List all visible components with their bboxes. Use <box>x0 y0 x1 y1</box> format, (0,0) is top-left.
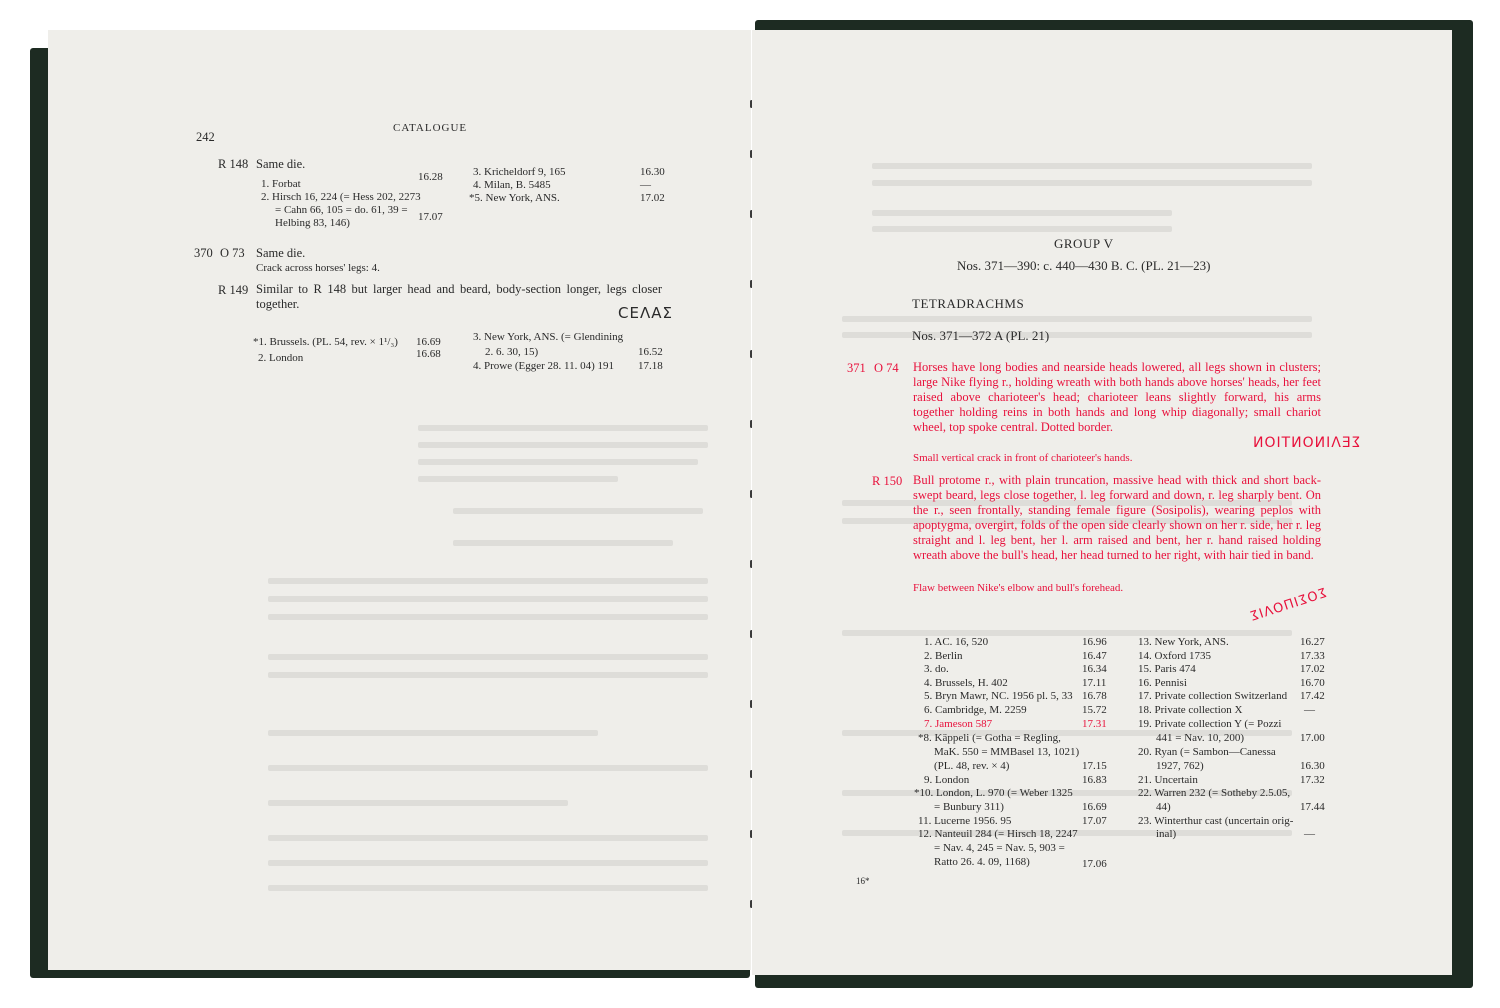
signature-mark: 16* <box>856 876 870 886</box>
list-item: = Bunbury 311) <box>934 801 1004 813</box>
list-value: 16.27 <box>1300 636 1325 648</box>
list-item: 2. Hirsch 16, 224 (= Hess 202, 2273 <box>261 191 421 203</box>
list-item: 2. London <box>258 352 304 364</box>
entry-text-r149: Similar to R 148 but larger head and beard, body-section longer, legs closer together. <box>256 282 662 311</box>
entry-note-r150: Flaw between Nike's elbow and bull's forehead. <box>913 582 1124 594</box>
list-item: inal) <box>1156 828 1177 840</box>
list-item: 441 = Nav. 10, 200) <box>1156 732 1244 744</box>
list-item: Helbing 83, 146) <box>275 217 350 229</box>
list-value: — <box>1304 828 1315 840</box>
list-value: 17.06 <box>1082 858 1107 870</box>
list-value: 16.78 <box>1082 690 1107 702</box>
list-item: 19. Private collection Y (= Pozzi <box>1138 718 1282 730</box>
list-value: 17.02 <box>1300 663 1325 675</box>
entry-label-o73: O 73 <box>220 246 245 260</box>
list-item: 17. Private collection Switzerland <box>1138 690 1288 702</box>
list-item: 1927, 762) <box>1156 760 1204 772</box>
list-value: 15.72 <box>1082 704 1107 716</box>
list-item: 44) <box>1156 801 1171 813</box>
entry-label-r148: R 148 <box>218 157 249 171</box>
entry-text-371: Horses have long bodies and nearside heads lowered, all legs shown in clusters; large Nike flying r., holding wreath with both hands above horses' heads, her feet raised above charioteer's head; charioteer leans slightly forward, his arms together holding reins in both hands and long whip diagonally; small chariot wheel, top spoke central. Dotted border. <box>913 360 1321 434</box>
entry-text-r148: Same die. <box>256 157 306 171</box>
entry-text-r150: Bull protome r., with plain truncation, massive head with thick and short back-swept beard, legs close together, l. leg forward and down, r. leg sharply bent. On the r., seen frontally, standing female figure (Sosipolis), wearing peplos with apoptygma, overgirt, folds of the open side clearly shown on her r. side, her r. leg straight and l. leg bent, her l. arm raised and bent, her r. hand raised holding wreath above the bull's head, her head turned to her right, with hair tied in band. <box>913 473 1321 562</box>
list-value: 17.18 <box>638 360 663 372</box>
list-value: 16.47 <box>1082 650 1107 662</box>
list-value: 16.69 <box>1082 801 1107 813</box>
entry-number-370: 370 <box>194 246 213 260</box>
list-value: 16.83 <box>1082 774 1107 786</box>
list-item: 9. London <box>924 774 970 786</box>
list-item: 5. Bryn Mawr, NC. 1956 pl. 5, 33 <box>924 690 1073 702</box>
list-item: 4. Prowe (Egger 28. 11. 04) 191 <box>473 360 615 372</box>
entry-number-371: 371 <box>847 361 866 375</box>
entry-label-o74: O 74 <box>874 361 899 375</box>
list-item: 6. Cambridge, M. 2259 <box>924 704 1027 716</box>
list-item: *8. Käppeli (= Gotha = Regling, <box>918 732 1061 744</box>
list-value: 16.96 <box>1082 636 1107 648</box>
inscription-r150: ΣΟΣΙΠΟΛΙΣ <box>1247 585 1329 626</box>
list-item: 23. Winterthur cast (uncertain orig- <box>1138 815 1294 827</box>
list-value: — <box>1304 704 1315 716</box>
group-subtitle: Nos. 371—390: c. 440—430 B. C. (PL. 21—23) <box>957 258 1211 273</box>
list-value-highlighted: 17.31 <box>1082 718 1107 730</box>
list-value: 17.44 <box>1300 801 1325 813</box>
list-item: (PL. 48, rev. × 4) <box>934 760 1010 772</box>
list-item: = Cahn 66, 105 = do. 61, 39 = <box>275 204 408 216</box>
running-head: CATALOGUE <box>393 122 468 134</box>
list-value: 17.32 <box>1300 774 1325 786</box>
list-item: 16. Pennisi <box>1138 677 1187 689</box>
group-title: GROUP V <box>1054 236 1114 251</box>
list-value: 16.28 <box>418 171 443 183</box>
list-item: 13. New York, ANS. <box>1138 636 1229 648</box>
list-item: 11. Lucerne 1956. 95 <box>918 815 1012 827</box>
list-item: 12. Nanteuil 284 (= Hirsch 18, 2247 <box>918 828 1078 840</box>
right-page <box>752 30 1452 975</box>
list-value: 17.11 <box>1082 677 1107 689</box>
list-item: 3. New York, ANS. (= Glendining <box>473 331 624 343</box>
entry-label-r150: R 150 <box>872 474 903 488</box>
list-item: 4. Milan, B. 5485 <box>473 179 551 191</box>
list-value: 16.70 <box>1300 677 1325 689</box>
list-item: 4. Brussels, H. 402 <box>924 677 1008 689</box>
list-value: 16.30 <box>640 166 665 178</box>
entry-label-r149: R 149 <box>218 283 249 297</box>
list-value: 16.68 <box>416 348 441 360</box>
entry-note-370: Crack across horses' legs: 4. <box>256 262 380 274</box>
section-title: TETRADRACHMS <box>912 296 1025 311</box>
list-item: 20. Ryan (= Sambon—Canessa <box>1138 746 1276 758</box>
inscription-371: ΣΕΛΙΝΟΝΤΙΟΝ <box>1252 435 1361 451</box>
list-item: 1. AC. 16, 520 <box>924 636 989 648</box>
list-value: 16.52 <box>638 346 663 358</box>
list-item: Ratto 26. 4. 09, 1168) <box>934 856 1030 868</box>
list-item-highlighted: 7. Jameson 587 <box>924 718 993 730</box>
list-value: 16.30 <box>1300 760 1325 772</box>
entry-text-370: Same die. <box>256 246 306 260</box>
list-item: *5. New York, ANS. <box>469 192 560 204</box>
list-value: — <box>640 179 651 191</box>
list-item: 2. 6. 30, 15) <box>485 346 539 358</box>
list-item: 2. Berlin <box>924 650 963 662</box>
list-item: 22. Warren 232 (= Sotheby 2.5.05, <box>1138 787 1291 799</box>
list-value: 17.15 <box>1082 760 1107 772</box>
list-item: *1. Brussels. (PL. 54, rev. × 1¹/₃) <box>253 336 398 348</box>
inscription-r149: CEΛAΣ <box>618 304 673 322</box>
list-value: 16.34 <box>1082 663 1107 675</box>
list-item: MaK. 550 = MMBasel 13, 1021) <box>934 746 1080 758</box>
list-value: 17.00 <box>1300 732 1325 744</box>
list-value: 17.42 <box>1300 690 1325 702</box>
list-item: 1. Forbat <box>261 178 301 190</box>
list-value: 17.02 <box>640 192 665 204</box>
list-value: 17.33 <box>1300 650 1325 662</box>
section-nos: Nos. 371—372 A (PL. 21) <box>912 328 1050 343</box>
list-item: 3. Kricheldorf 9, 165 <box>473 166 566 178</box>
entry-note-371: Small vertical crack in front of charioteer's hands. <box>913 452 1133 464</box>
list-item: 14. Oxford 1735 <box>1138 650 1212 662</box>
list-item: *10. London, L. 970 (= Weber 1325 <box>914 787 1073 799</box>
list-item: = Nav. 4, 245 = Nav. 5, 903 = <box>934 842 1065 854</box>
page-number: 242 <box>196 130 215 144</box>
list-value: 16.69 <box>416 336 441 348</box>
list-item: 18. Private collection X <box>1138 704 1243 716</box>
list-value: 17.07 <box>1082 815 1107 827</box>
left-page <box>48 30 751 970</box>
list-item: 15. Paris 474 <box>1138 663 1196 675</box>
list-value: 17.07 <box>418 211 443 223</box>
list-item: 21. Uncertain <box>1138 774 1198 786</box>
list-item: 3. do. <box>924 663 949 675</box>
